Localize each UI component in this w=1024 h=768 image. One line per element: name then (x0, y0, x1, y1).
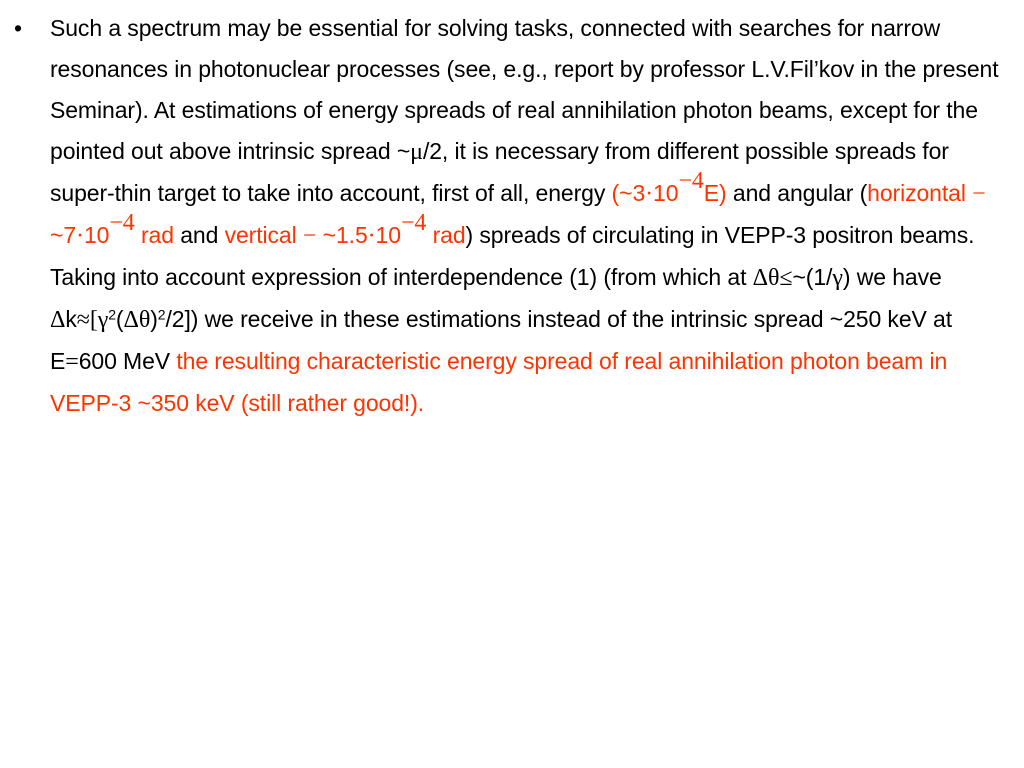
text-run: and angular ( (726, 180, 868, 206)
text-run: 10 (653, 180, 679, 206)
text-run: and (173, 222, 225, 248)
dot-symbol: · (645, 181, 654, 207)
text-run: ) (150, 306, 158, 332)
exponent: −4 (400, 209, 427, 236)
text-run: /2, it is necessary from different possible spreads for super-thin target to take into account, first of all, energy (50, 138, 949, 206)
text-run: k (65, 306, 77, 332)
energy-spread-value (611, 167, 727, 207)
text-run: ~(1/ (792, 264, 833, 290)
dot-symbol: · (76, 223, 84, 249)
text-run: rad (426, 222, 466, 248)
delta-theta-symbol: Δθ (123, 307, 151, 333)
text-run: 10 (83, 222, 110, 248)
equals-symbol: = (65, 349, 79, 375)
delta-symbol: Δ (50, 307, 66, 333)
gamma-symbol: γ (832, 265, 843, 291)
text-run: ( (115, 306, 124, 332)
text-run: ) spreads of circulating in VEPP-3 positron beams. Taking into account expression of interdependence (1) (from which at (50, 222, 975, 290)
text-run: ~7 (50, 222, 77, 248)
text-run: Such a spectrum may be essential for solving tasks, connected with searches for narrow resonances in photonuclear processes (see, e.g., report by professor L.V.Fil’kov in the present Seminar). At estimations of energy spreads of real annihilation photon beams, except for the pointed out above intrinsic spread ~ (50, 15, 999, 164)
minus-symbol: − (972, 181, 986, 207)
text-run: vertical (224, 222, 303, 248)
bullet-marker: • (14, 15, 23, 41)
conclusion-highlight: the resulting characteristic energy spread of real annihilation photon beam in VEPP-3 ~350 keV (still rather good!). (50, 348, 948, 416)
text-run: (~3 (611, 180, 646, 206)
paragraph-text (50, 8, 1012, 424)
text-run: /2]) we receive in these estimations instead of the intrinsic spread ~250 keV at E (50, 306, 953, 374)
exponent: 2 (108, 306, 116, 323)
text-run: 600 MeV (78, 348, 177, 374)
approx-symbol: ≈[ (76, 307, 98, 333)
exponent: 2 (157, 306, 166, 323)
exponent: −4 (109, 209, 135, 236)
delta-theta-leq-symbol: Δθ≤ (752, 265, 793, 291)
text-run: horizontal (867, 180, 973, 206)
vertical-spread-value (224, 209, 466, 249)
minus-symbol: − (302, 223, 317, 249)
mu-symbol: μ (410, 139, 423, 165)
text-run: rad (134, 222, 174, 248)
dot-symbol: · (367, 223, 376, 249)
text-run: ~1.5 (316, 222, 368, 248)
text-run: 10 (375, 222, 401, 248)
text-run: ) we have (842, 264, 942, 290)
exponent: −4 (678, 167, 704, 194)
gamma-symbol: γ (97, 307, 109, 333)
text-run: E) (703, 180, 727, 206)
